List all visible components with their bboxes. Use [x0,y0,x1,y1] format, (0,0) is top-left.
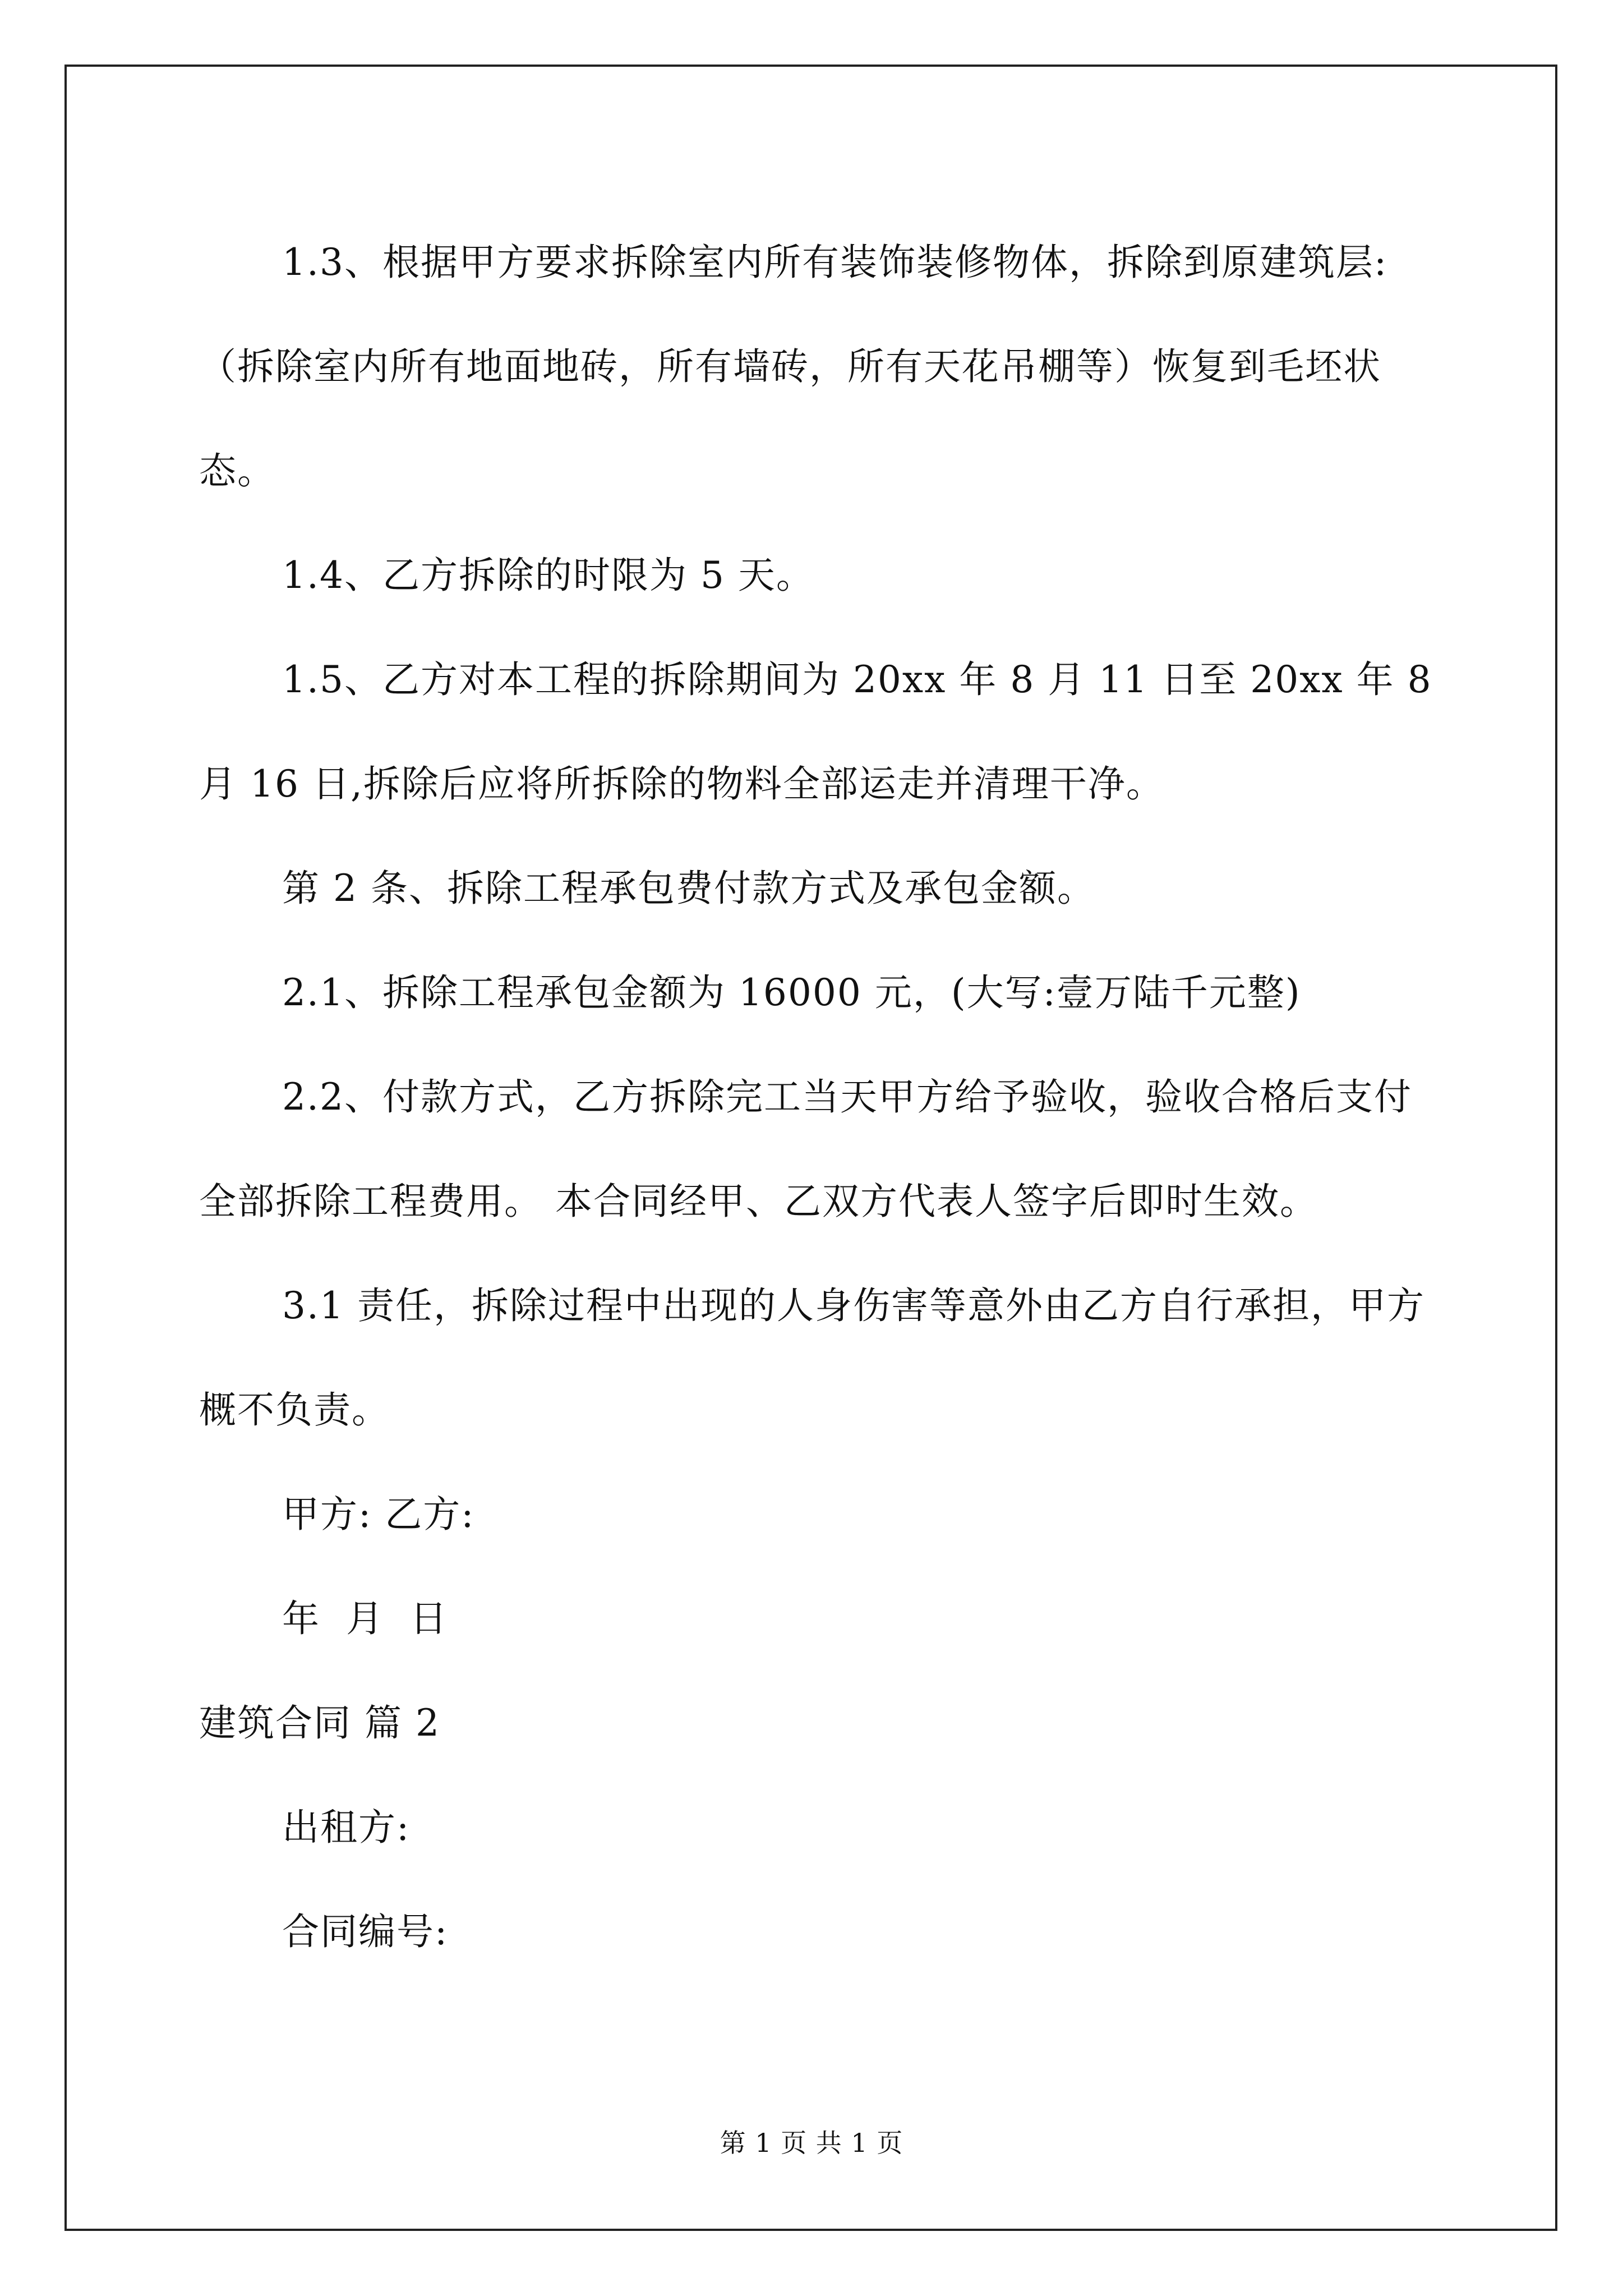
paragraph-1-4: 1.4、乙方拆除的时限为 5 天。 [282,554,814,597]
paragraph-2-2: 2.2、付款方式，乙方拆除完工当天甲方给予验收，验收合格后支付全部拆除工程费用。 本合同经甲、乙双方代表人签字后即时生效。 [199,1075,1412,1223]
page-number-footer: 第 1 页 共 1 页 [720,2128,903,2158]
paragraph-1-5: 1.5、乙方对本工程的拆除期间为 20xx 年 8 月 11 日至 20xx 年 8 月 16 日,拆除后应将所拆除的物料全部运走并清理干净。 [199,658,1445,806]
signature-date: 年 月 日 [282,1597,448,1640]
contract-number-field: 合同编号: [282,1910,449,1953]
lessor-field: 出租方: [282,1806,411,1849]
paragraph-article-2: 第 2 条、拆除工程承包费付款方式及承包金额。 [282,867,1095,910]
paragraph-3-1: 3.1 责任，拆除过程中出现的人身伤害等意外由乙方自行承担，甲方概不负责。 [199,1284,1425,1432]
signature-parties: 甲方: 乙方: [282,1493,475,1536]
paragraph-1-3: 1.3、根据甲方要求拆除室内所有装饰装修物体，拆除到原建筑层:（拆除室内所有地面地砖，所有墙砖，所有天花吊棚等）恢复到毛坯状态。 [199,241,1388,493]
document-body [199,210,1445,1984]
paragraph-2-1: 2.1、拆除工程承包金额为 16000 元，(大写:壹万陆千元整) [282,971,1301,1014]
section-heading: 建筑合同 篇 2 [199,1701,440,1745]
